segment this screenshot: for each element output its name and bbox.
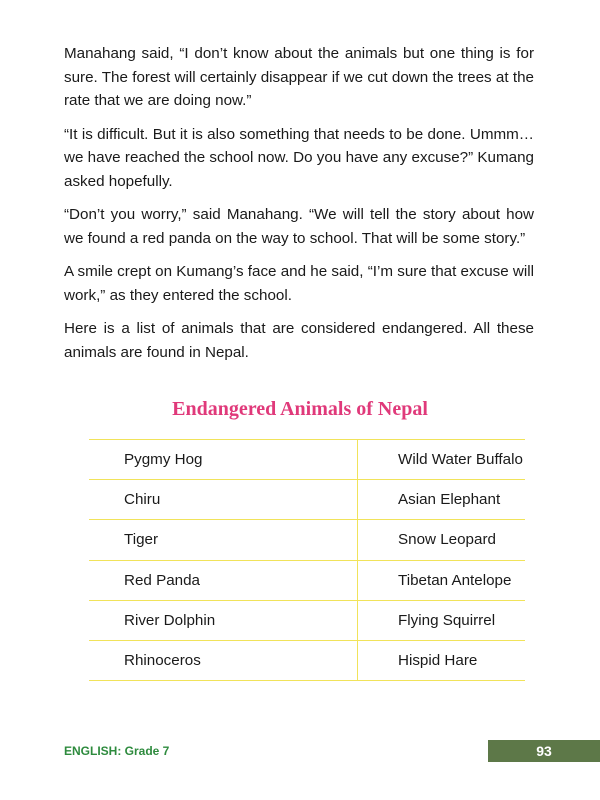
table-row xyxy=(89,520,525,560)
animal-cell: Wild Water Buffalo xyxy=(358,440,526,480)
paragraph: “It is difficult. But it is also something that needs to be done. Ummm… we have reached the school now. Do you have any excuse?” Kumang asked hopefully. xyxy=(64,125,534,190)
table-title: Endangered Animals of Nepal xyxy=(172,398,428,420)
table-row xyxy=(89,640,525,680)
paragraph: “Don’t you worry,” said Manahang. “We will tell the story about how we found a red panda on the way to school. That will be some story.” xyxy=(64,206,534,247)
animal-cell: Snow Leopard xyxy=(358,520,526,560)
table-row xyxy=(89,600,525,640)
animal-cell: Tiger xyxy=(89,520,358,560)
animal-cell: Tibetan Antelope xyxy=(358,560,526,600)
animal-cell: Pygmy Hog xyxy=(89,440,358,480)
endangered-animals-table xyxy=(89,439,525,681)
animal-cell: Hispid Hare xyxy=(358,640,526,680)
paragraph: Manahang said, “I don’t know about the animals but one thing is for sure. The forest will certainly disappear if we cut down the trees at the rate that we are doing now.” xyxy=(64,45,534,109)
animal-cell: Rhinoceros xyxy=(89,640,358,680)
animal-cell: Asian Elephant xyxy=(358,480,526,520)
animal-cell: Red Panda xyxy=(89,560,358,600)
animal-cell: River Dolphin xyxy=(89,600,358,640)
animal-cell: Chiru xyxy=(89,480,358,520)
animal-cell: Flying Squirrel xyxy=(358,600,526,640)
table-row xyxy=(89,440,525,480)
paragraph: Here is a list of animals that are considered endangered. All these animals are found in Nepal. xyxy=(64,320,534,361)
table-row xyxy=(89,480,525,520)
paragraph: A smile crept on Kumang’s face and he said, “I’m sure that excuse will work,” as they entered the school. xyxy=(64,263,534,304)
book-label: ENGLISH: Grade 7 xyxy=(64,744,170,758)
story-text xyxy=(64,42,534,374)
table-row xyxy=(89,560,525,600)
page-number: 93 xyxy=(488,740,600,762)
